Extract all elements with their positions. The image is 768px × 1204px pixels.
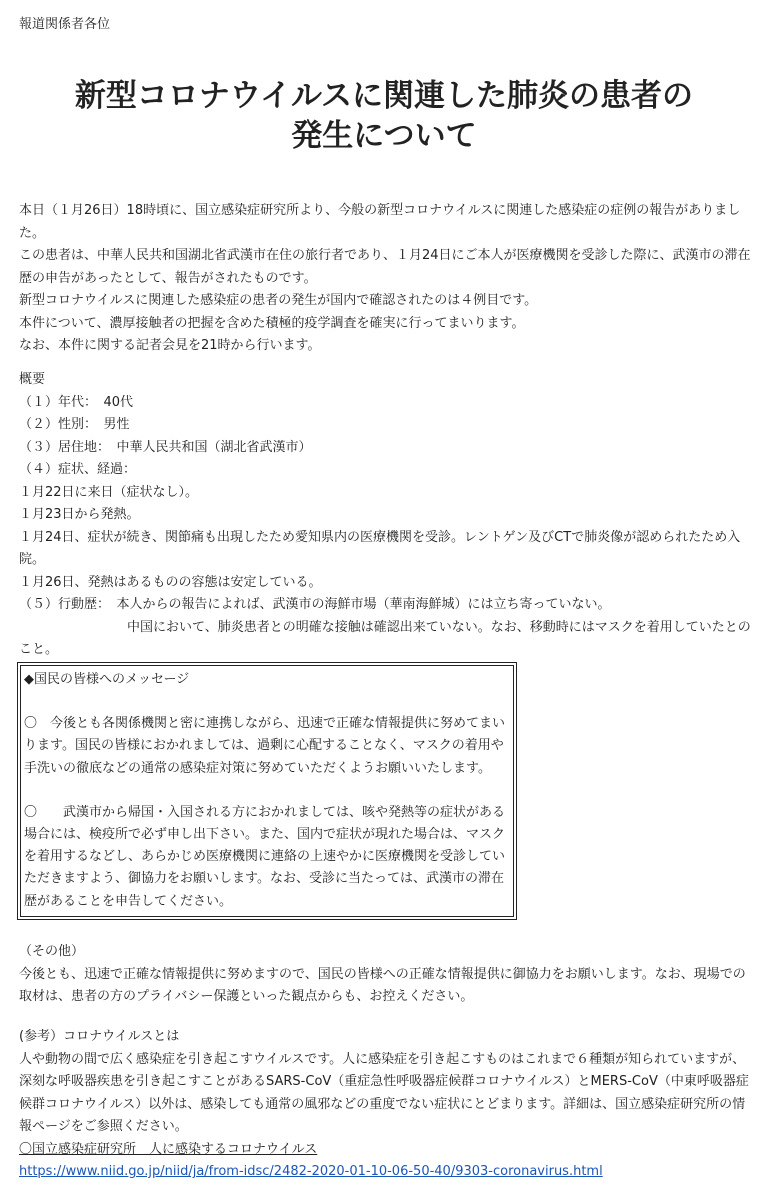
intro-paragraph: 新型コロナウイルスに関連した感染症の患者の発生が国内で確認されたのは４例目です。 [19,293,538,308]
other-text: 今後とも、迅速で正確な情報提供に努めますので、国民の皆様への正確な情報提供に御協力をお願いします。なお、現場での取材は、患者の方のプライバシー保護といった観点からも、お控えください。 [19,966,746,1004]
intro-paragraph: この患者は、中華人民共和国湖北省武漢市在住の旅行者であり、１月24日にご本人が医療機関を受診した際に、武漢市の滞在歴の申告があったとして、報告がされたものです。 [19,248,751,286]
outline-sex: （２）性別： 男性 [19,417,130,432]
reference-link[interactable]: 〇国立感染症研究所 人に感染するコロナウイルス [19,1141,318,1157]
intro-paragraph: 本日（１月26日）18時頃に、国立感染症研究所より、今般の新型コロナウイルスに関連した感染症の症例の報告がありました。 [19,203,741,241]
outline-activity-continued: 中国において、肺炎患者との明確な接触は確認出来ていない。なお、移動時にはマスクを着用していたとのこと。 [19,619,751,657]
message-item: 〇 武漢市から帰国・入国される方におかれましては、咳や発熱等の症状がある場合には、検疫所で必ず申し出下さい。また、国内で症状が現れた場合は、マスクを着用するなどし、あらかじめ医療機関に連絡の上速やかに医療機関を受診していただきますよう、御協力をお願いします。なお、受診に当たっては、武漢市の滞在歴があることを申告してください。 [24,804,506,909]
message-box [17,662,517,920]
outline-course: １月22日に来日（症状なし）。 [19,484,199,500]
message-heading: ◆国民の皆様へのメッセージ [24,672,190,687]
outline-course: １月24日、症状が続き、関節痛も出現したため愛知県内の医療機関を受診。レントゲン及びCTで肺炎像が認められたため入院。 [19,529,741,567]
reference-heading: (参考）コロナウイルスとは [19,1029,180,1044]
reference-section [19,1026,754,1184]
outline-symptoms: （４）症状、経過： [19,462,137,477]
intro-paragraph: なお、本件に関する記者会見を21時から行います。 [19,338,321,353]
title-line-1: 新型コロナウイルスに関連した肺炎の患者の [74,78,694,114]
outline-age: （１）年代： 40代 [19,394,134,410]
page-title [0,76,768,156]
message-box-inner [20,665,514,917]
outline-course: １月26日、発熱はあるものの容態は安定している。 [19,574,322,590]
title-line-2: 発生について [291,118,477,154]
outline-course: １月23日から発熱。 [19,507,140,522]
reference-url-link[interactable]: https://www.niid.go.jp/niid/ja/from-idsc/2482-2020-01-10-06-50-40/9303-coronavirus.html [19,1164,603,1179]
message-item: 〇 今後とも各関係機関と密に連携しながら、迅速で正確な情報提供に努めてまいります。国民の皆様におかれましては、過剰に心配することなく、マスクの着用や手洗いの徹底などの通常の感染症対策に努めていただくようお願いいたします。 [24,716,506,776]
outline-heading: 概要 [19,372,46,387]
outline-activity: （５）行動歴： 本人からの報告によれば、武漢市の海鮮市場（華南海鮮城）には立ち寄っていない。 [19,597,611,612]
intro-paragraph: 本件について、濃厚接触者の把握を含めた積極的疫学調査を確実に行ってまいります。 [19,315,525,331]
outline-residence: （３）居住地： 中華人民共和国（湖北省武漢市） [19,439,312,455]
intro-section [19,200,754,358]
addressee: 報道関係者各位 [19,17,111,32]
other-section [19,941,754,1009]
reference-text: 人や動物の間で広く感染症を引き起こすウイルスです。人に感染症を引き起こすものはこれまで６種類が知られていますが、深刻な呼吸器疾患を引き起こすことがあるSARS-CoV（重症急性呼吸器症候群コロナウイルス）とMERS-CoV（中東呼吸器症候群コロナウイルス）以外は、感染しても通常の風邪などの重度でない症状にとどまります。詳細は、国立感染症研究所の情報ページをご参照ください。 [19,1051,749,1134]
other-heading: （その他） [19,944,85,959]
outline-section [19,369,754,662]
